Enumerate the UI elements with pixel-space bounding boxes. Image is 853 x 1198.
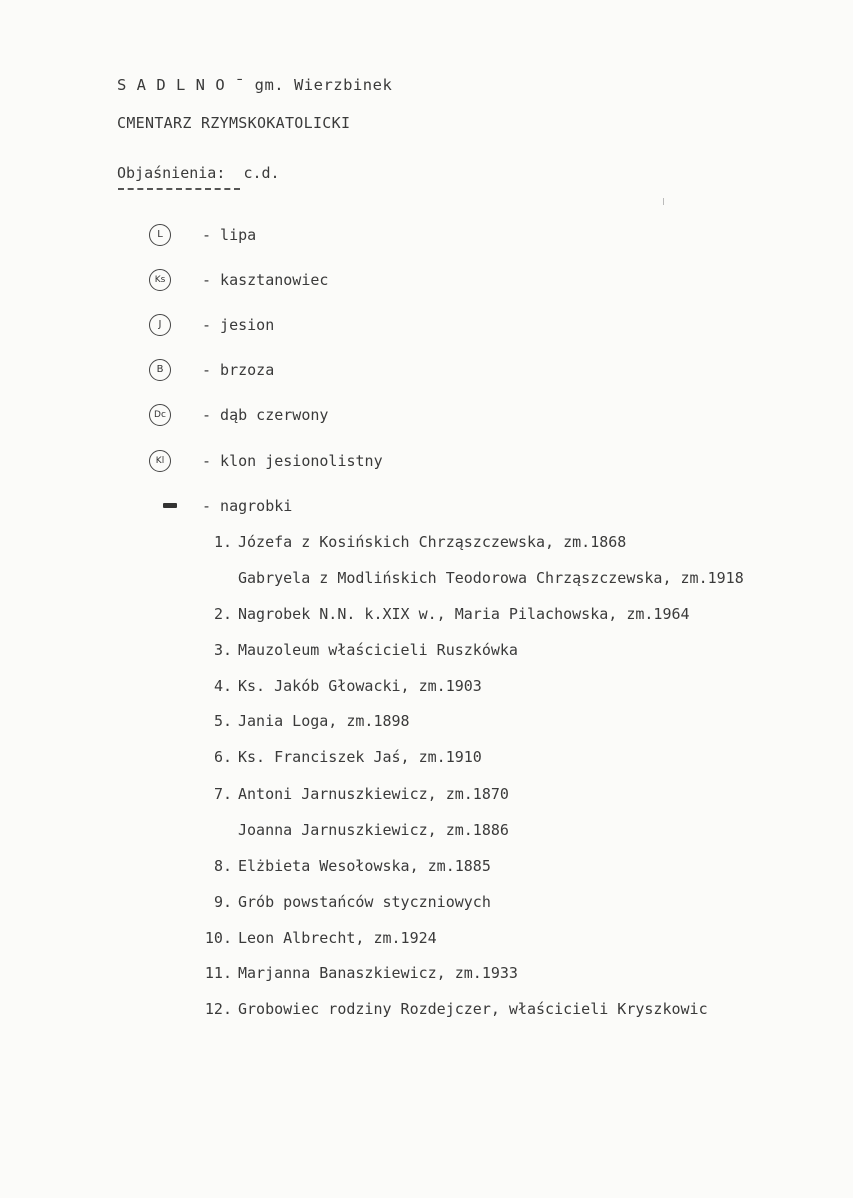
legend-item-label: - nagrobki (202, 497, 293, 515)
legend-item (145, 400, 645, 430)
legend-item-label: - brzoza (202, 361, 275, 379)
list-item (190, 785, 830, 803)
item-text: Nagrobek N.N. k.XIX w., Maria Pilachowska, zm.1964 (238, 605, 690, 623)
list-item (190, 748, 830, 766)
item-text: Mauzoleum właścicieli Ruszkówka (238, 641, 518, 659)
list-item (190, 605, 830, 623)
legend-heading-cont: c.d. (243, 164, 280, 182)
klon-symbol-icon: Kl (149, 450, 171, 472)
item-number: 2. (213, 605, 232, 623)
list-item-continuation (238, 821, 509, 839)
item-number: 12. (204, 1000, 232, 1018)
legend-item (145, 491, 645, 521)
legend-item-label: - dąb czerwony (202, 406, 329, 424)
legend-item-label: - jesion (202, 316, 275, 334)
item-text: Antoni Jarnuszkiewicz, zm.1870 (238, 785, 509, 803)
dab-czerwony-symbol-icon: Dc (149, 404, 171, 426)
jesion-symbol-icon: J (149, 314, 171, 336)
legend-item (145, 355, 645, 385)
document-title: S A D L N O ˉ gm. Wierzbinek (117, 76, 393, 94)
item-text: Joanna Jarnuszkiewicz, zm.1886 (238, 821, 509, 839)
item-number: 8. (213, 857, 232, 875)
item-number: 6. (213, 748, 232, 766)
item-text: Elżbieta Wesołowska, zm.1885 (238, 857, 491, 875)
lipa-symbol-icon: L (149, 224, 171, 246)
list-item (190, 641, 830, 659)
list-item (190, 1000, 830, 1018)
legend-item-label: - lipa (202, 226, 257, 244)
list-item (190, 712, 830, 730)
legend-item-label: - kasztanowiec (202, 271, 329, 289)
list-item (190, 929, 830, 947)
brzoza-symbol-icon: B (149, 359, 171, 381)
legend-item (145, 265, 645, 295)
item-number: 5. (213, 712, 232, 730)
item-number: 9. (213, 893, 232, 911)
paper-mark (663, 198, 664, 205)
item-text: Grób powstańców styczniowych (238, 893, 491, 911)
legend-item (145, 310, 645, 340)
item-number: 10. (204, 929, 232, 947)
item-text: Leon Albrecht, zm.1924 (238, 929, 437, 947)
item-text: Gabryela z Modlińskich Teodorowa Chrząszczewska, zm.1918 (238, 569, 744, 587)
list-item (190, 533, 830, 551)
item-number: 7. (213, 785, 232, 803)
legend-heading-label: Objaśnienia: (117, 164, 226, 182)
list-item (190, 893, 830, 911)
item-text: Józefa z Kosińskich Chrząszczewska, zm.1868 (238, 533, 627, 551)
kasztanowiec-symbol-icon: Ks (149, 269, 171, 291)
item-text: Marjanna Banaszkiewicz, zm.1933 (238, 964, 518, 982)
item-number: 3. (213, 641, 232, 659)
item-text: Ks. Jakób Głowacki, zm.1903 (238, 677, 482, 695)
list-item-continuation (238, 569, 744, 587)
legend-item-label: - klon jesionolistny (202, 452, 383, 470)
legend-item (145, 220, 645, 250)
item-number: 11. (204, 964, 232, 982)
item-text: Ks. Franciszek Jaś, zm.1910 (238, 748, 482, 766)
gravestone-marker-icon (163, 503, 177, 508)
list-item (190, 857, 830, 875)
item-text: Jania Loga, zm.1898 (238, 712, 410, 730)
list-item (190, 677, 830, 695)
legend-heading (117, 164, 280, 182)
item-text: Grobowiec rodziny Rozdejczer, właścicieli Kryszkowic (238, 1000, 708, 1018)
item-number: 4. (213, 677, 232, 695)
document-subtitle: CMENTARZ RZYMSKOKATOLICKI (117, 114, 351, 132)
heading-underline (118, 188, 240, 190)
legend-item (145, 446, 645, 476)
item-number: 1. (213, 533, 232, 551)
list-item (190, 964, 830, 982)
